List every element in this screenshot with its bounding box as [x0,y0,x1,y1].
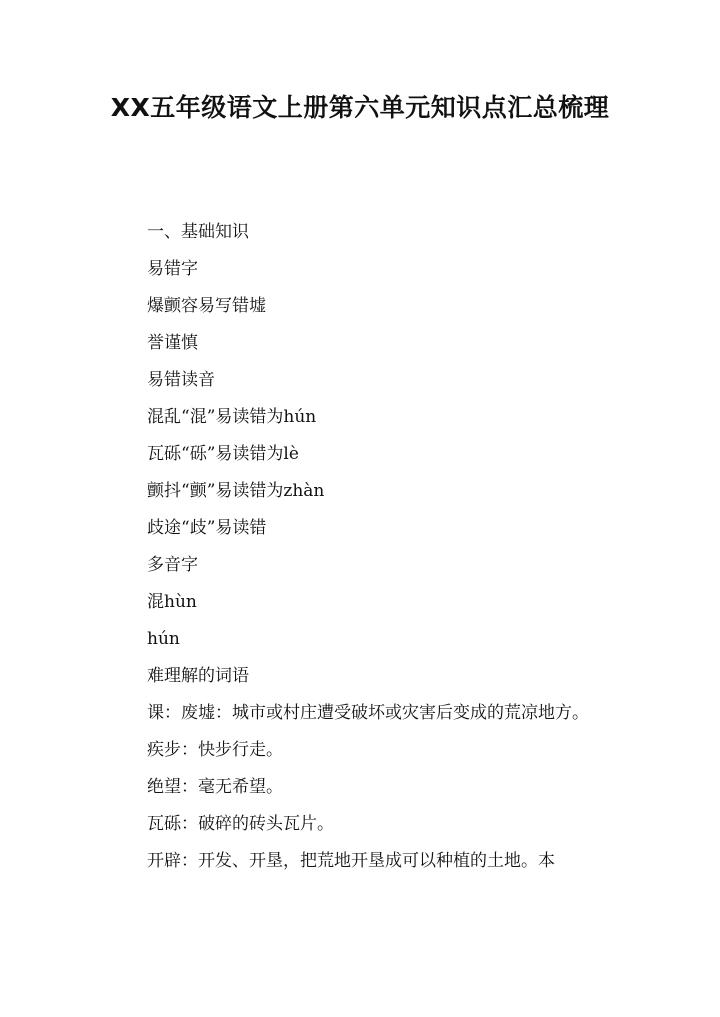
definition-paragraph: 开辟：开发、开垦，把荒地开垦成可以种植的土地。本 [147,851,555,871]
definition-paragraph: 疾步：快步行走。 [147,740,283,760]
subheading-error-prone-characters: 易错字 [147,259,198,279]
definition-paragraph: 课：废墟：城市或村庄遭受破坏或灾害后变成的荒凉地方。 [147,703,589,723]
subheading-error-prone-pronunciation: 易错读音 [147,370,215,390]
text-line: 爆颤容易写错墟 [147,296,266,316]
subheading-polyphonic-characters: 多音字 [147,555,198,575]
text-line: 歧途“歧”易读错 [147,518,267,538]
definition-paragraph: 瓦砾：破碎的砖头瓦片。 [147,814,334,834]
text-line: 混乱“混”易读错为hún [147,407,317,427]
text-line: 瓦砾“砾”易读错为lè [147,444,299,464]
definition-paragraph: 绝望：毫无希望。 [147,777,283,797]
document-title: XX五年级语文上册第六单元知识点汇总梳理 [110,93,610,122]
text-line: hún [147,629,180,649]
subheading-difficult-words: 难理解的词语 [147,666,249,686]
text-line: 颤抖“颤”易读错为zhàn [147,481,325,501]
text-line: 混hùn [147,592,197,612]
text-line: 誉谨慎 [147,333,198,353]
document-body [110,214,615,880]
section-heading-basics: 一、基础知识 [147,222,249,242]
